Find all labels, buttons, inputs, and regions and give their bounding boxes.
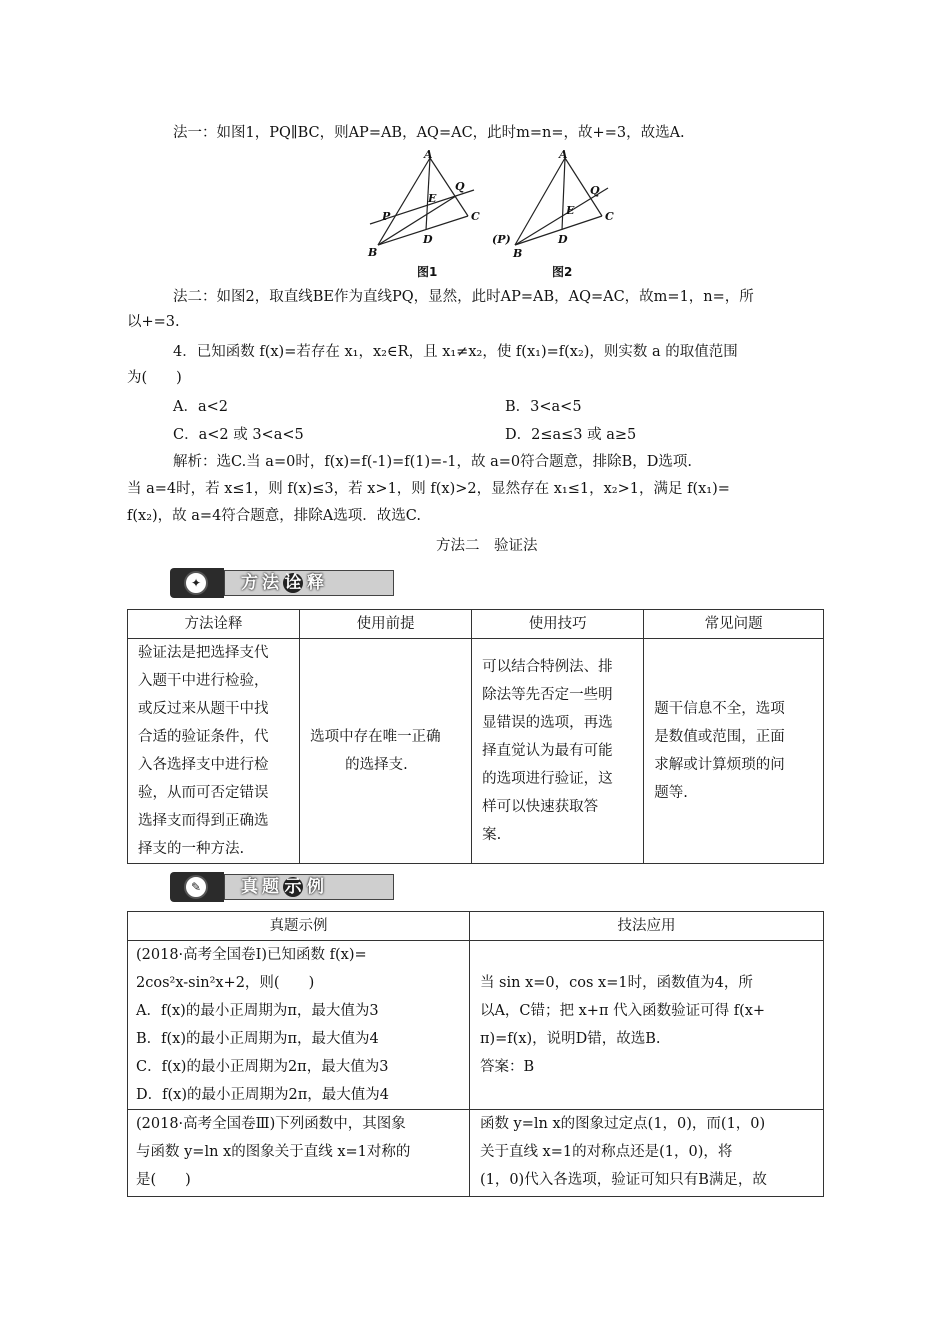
fig1-label-e: E [428,192,437,205]
banner1-text-pre: 方法 [241,573,283,593]
method-table-premise-cell: 选项中存在唯一正确 的选择支. [300,639,472,864]
exam-row1-question: (2018·高考全国卷Ⅰ)已知函数 f(x)= 2cos²x-sin²x+2，则( ) A．f(x)的最小正周期为π，最大值为3 B．f(x)的最小正周期为π，最大值为4 C．f(x)的最小正周期为2π，最大值为3 D．f(x)的最小正周期为2π，最大值为4 [128,941,470,1110]
lightbulb-icon: ✦ [184,571,208,595]
banner2-text-pre: 真题 [241,877,283,897]
fig2-label-a: A [559,148,568,161]
geometry-figures [360,148,630,283]
question4-option-d: D．2≤a≤3 或 a≥5 [505,427,637,443]
banner1-ring-char: 诠 [284,573,302,593]
banner1-text-post: 释 [307,573,328,593]
fig2-label-d: D [558,233,568,246]
method-table-explanation-cell: 验证法是把选择支代 入题干中进行检验， 或反过来从题干中找 合适的验证条件，代 入各选择支中进行检 验，从而可否定错误 选择支而得到正确选 择支的一种方法. [128,639,300,864]
exam-examples-banner [170,872,396,902]
method-two-line2: 以+=3. [127,314,180,330]
figure-2 [515,158,608,245]
method-table-header-2: 使用前提 [300,610,472,639]
question4-stem-line1: 4．已知函数 f(x)=若存在 x₁，x₂∈R，且 x₁≠x₂，使 f(x₁)=f(x₂)，则实数 a 的取值范围 [173,344,738,360]
method-two-line1: 法二：如图2，取直线BE作为直线PQ，显然，此时AP=AB，AQ=AC，故m=1，n=，所 [173,289,754,305]
banner2-text-post: 例 [307,877,328,897]
exam-row1-solution: 当 sin x=0，cos x=1时，函数值为4，所 以A，C错；把 x+π 代入函数验证可得 f(x+ π)=f(x)，说明D错，故选B. 答案：B [469,941,823,1110]
analysis-line1: 解析：选C.当 a=0时，f(x)=f(-1)=f(1)=-1，故 a=0符合题意，排除B，D选项. [173,454,692,470]
question4-stem-line2: 为( ) [127,370,182,386]
figure-1 [370,158,474,245]
exam-table-header-2: 技法应用 [469,912,823,941]
method-table-header-3: 使用技巧 [472,610,644,639]
fig2-label-b: B [513,247,523,260]
method-table [127,609,824,864]
analysis-line2: 当 a=4时，若 x≤1，则 f(x)≤3，若 x>1，则 f(x)>2，显然存在 x₁≤1，x₂>1，满足 f(x₁)= [127,481,730,497]
banner2-ring-char: 示 [284,877,302,897]
exam-table-header-1: 真题示例 [128,912,470,941]
method-table-issues-cell: 题干信息不全，选项 是数值或范围，正面 求解或计算烦琐的问 题等. [644,639,824,864]
fig1-label-b: B [368,246,378,259]
question4-option-c: C．a<2 或 3<a<5 [173,427,304,443]
method-one-text: 法一：如图1，PQ∥BC，则AP=AB，AQ=AC，此时m=n=，故+=3，故选A. [173,125,685,141]
fig2-label-p: (P) [492,233,511,246]
exam-row2-solution: 函数 y=ln x的图象过定点(1，0)，而(1，0) 关于直线 x=1的对称点还是(1，0)，将 (1，0)代入各选项，验证可知只有B满足，故 [469,1110,823,1197]
method-table-header-4: 常见问题 [644,610,824,639]
figure-1-caption: 图1 [417,265,438,279]
fig1-label-q: Q [455,180,465,193]
method-table-header-1: 方法诠释 [128,610,300,639]
pencil-paper-icon: ✎ [184,875,208,899]
fig2-label-q: Q [590,184,600,197]
exam-table [127,911,824,1197]
fig1-label-p: P [382,210,391,223]
analysis-line3: f(x₂)，故 a=4符合题意，排除A选项．故选C. [127,508,421,524]
fig2-label-c: C [605,210,614,223]
method-explanation-banner [170,568,396,598]
fig1-label-c: C [471,210,480,223]
exam-row2-question: (2018·高考全国卷Ⅲ)下列函数中，其图象 与函数 y=ln x的图象关于直线 x=1对称的 是( ) [128,1110,470,1197]
question4-option-b: B．3<a<5 [505,399,582,415]
fig1-label-d: D [423,233,433,246]
figure-2-caption: 图2 [552,265,573,279]
fig1-label-a: A [424,148,433,161]
question4-option-a: A．a<2 [173,399,228,415]
method-table-technique-cell: 可以结合特例法、排 除法等先否定一些明 显错误的选项，再选 择直觉认为最有可能 的选项进行验证，这 样可以快速获取答 案. [472,639,644,864]
section-title: 方法二 验证法 [436,538,538,554]
fig2-label-e: E [566,204,575,217]
